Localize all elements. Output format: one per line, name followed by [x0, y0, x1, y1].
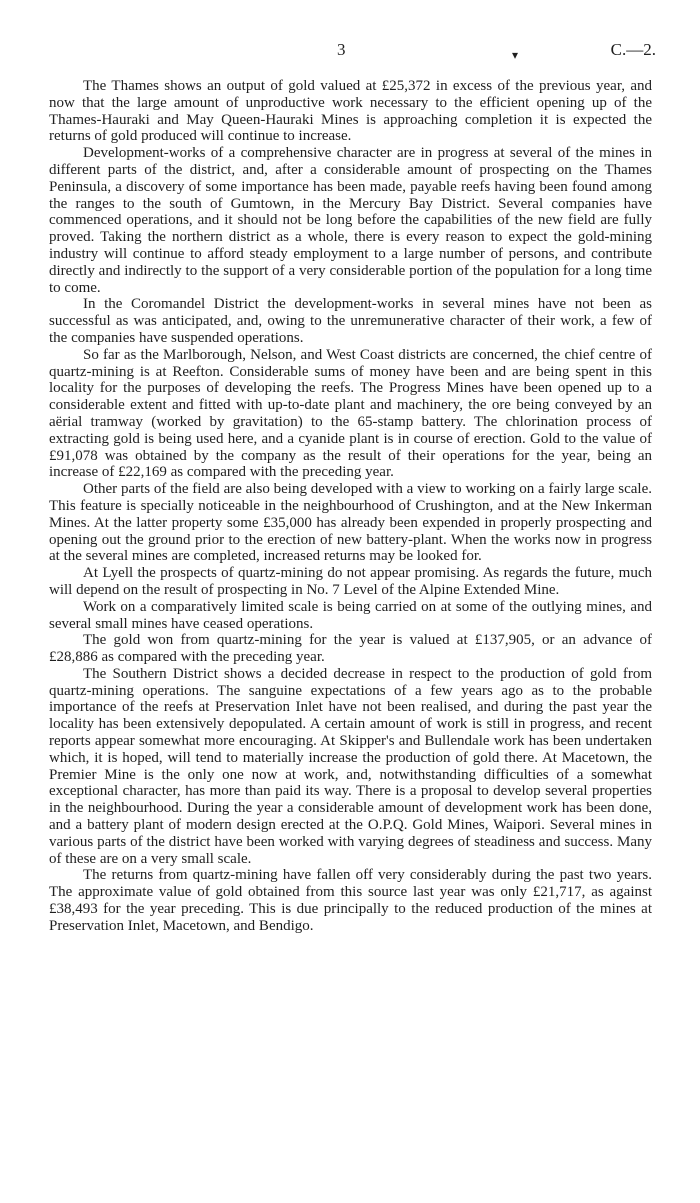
document-code: C.—2.	[610, 40, 656, 59]
paragraph-outlying-mines: Work on a comparatively limited scale is being carried on at some of the outlying mines, and several small mines have ceased operations.	[49, 598, 652, 632]
body-text	[49, 78, 652, 935]
page-header	[0, 40, 700, 64]
paragraph-southern-district: The Southern District shows a decided decrease in respect to the production of gold from quartz-mining operations. The sanguine expectations of a few years ago as to the probable importance of the reefs at Preservation Inlet have not been realised, and during the past year the locality has been extensively depopulated. A certain amount of work is still in progress, and recent reports appear somewhat more encouraging. At Skipper's and Bullendale work has been undertaken which, it is hoped, will tend to materially increase the production of gold there. At Macetown, the Premier Mine is the only one now at work, and, notwithstanding difficulties of a somewhat exceptional character, has more than paid its way. There is a proposal to develop several properties in the neighbourhood. During the year a considerable amount of development work has been done, and a battery plant of modern design erected at the O.P.Q. Gold Mines, Waipori. Several mines in various parts of the district have been worked with varying degrees of steadiness and success. Many of these are on a very small scale.	[49, 665, 652, 867]
page-number: 3	[337, 40, 346, 59]
paragraph-development-works: Development-works of a comprehensive character are in progress at several of the mines in different parts of the district, and, after a considerable amount of prospecting on the Thames Peninsula, a discovery of some importance has been made, payable reefs having been found among the ranges to the south of Gumtown, in the Mercury Bay District. Several companies have commenced operations, and it should not be long before the capabilities of the new field are fully proved. Taking the northern district as a whole, there is every reason to expect the gold-mining industry will continue to afford steady employment to a large number of persons, and contribute directly and indirectly to the support of a very considerable portion of the population for a long time to come.	[49, 145, 652, 296]
paragraph-gold-won: The gold won from quartz-mining for the year is valued at £137,905, or an advance of £28,886 as compared with the preceding year.	[49, 632, 652, 666]
paragraph-coromandel: In the Coromandel District the development-works in several mines have not been as successful as was anticipated, and, owing to the unremunerative character of their work, a few of the companies have suspended operations.	[49, 296, 652, 346]
paragraph-returns: The returns from quartz-mining have fallen off very considerably during the past two years. The approximate value of gold obtained from this source last year was only £21,717, as against £38,493 for the year preceding. This is due principally to the reduced production of the mines at Preservation Inlet, Macetown, and Bendigo.	[49, 867, 652, 934]
paragraph-reefton: So far as the Marlborough, Nelson, and West Coast districts are concerned, the chief centre of quartz-mining is at Reefton. Considerable sums of money have been and are being spent in this locality for the purposes of developing the reefs. The Progress Mines have been opened up to a considerable extent and fitted with up-to-date plant and machinery, the ore being conveyed by an aërial tramway (worked by gravitation) to the 65-stamp battery. The chlorination process of extracting gold is being used here, and a cyanide plant is in course of erection. Gold to the value of £91,078 was obtained by the company as the result of their operations for the year, being an increase of £22,169 as compared with the preceding year.	[49, 346, 652, 481]
page-mark: ▾	[512, 48, 519, 62]
paragraph-other-parts: Other parts of the field are also being developed with a view to working on a fairly large scale. This feature is specially noticeable in the neighbourhood of Crushington, and at the New Inkerman Mines. At the latter property some £35,000 has already been expended in properly prospecting and opening out the ground prior to the erection of new battery-plant. When the works now in progress at the several mines are completed, increased returns may be looked for.	[49, 481, 652, 565]
paragraph-thames: The Thames shows an output of gold valued at £25,372 in excess of the previous year, and now that the large amount of unproductive work necessary to the efficient opening up of the Thames-Hauraki and May Queen-Hauraki Mines is approaching completion it is expected the returns of gold produced will continue to increase.	[49, 78, 652, 145]
paragraph-lyell: At Lyell the prospects of quartz-mining do not appear promising. As regards the future, much will depend on the result of prospecting in No. 7 Level of the Alpine Extended Mine.	[49, 565, 652, 598]
